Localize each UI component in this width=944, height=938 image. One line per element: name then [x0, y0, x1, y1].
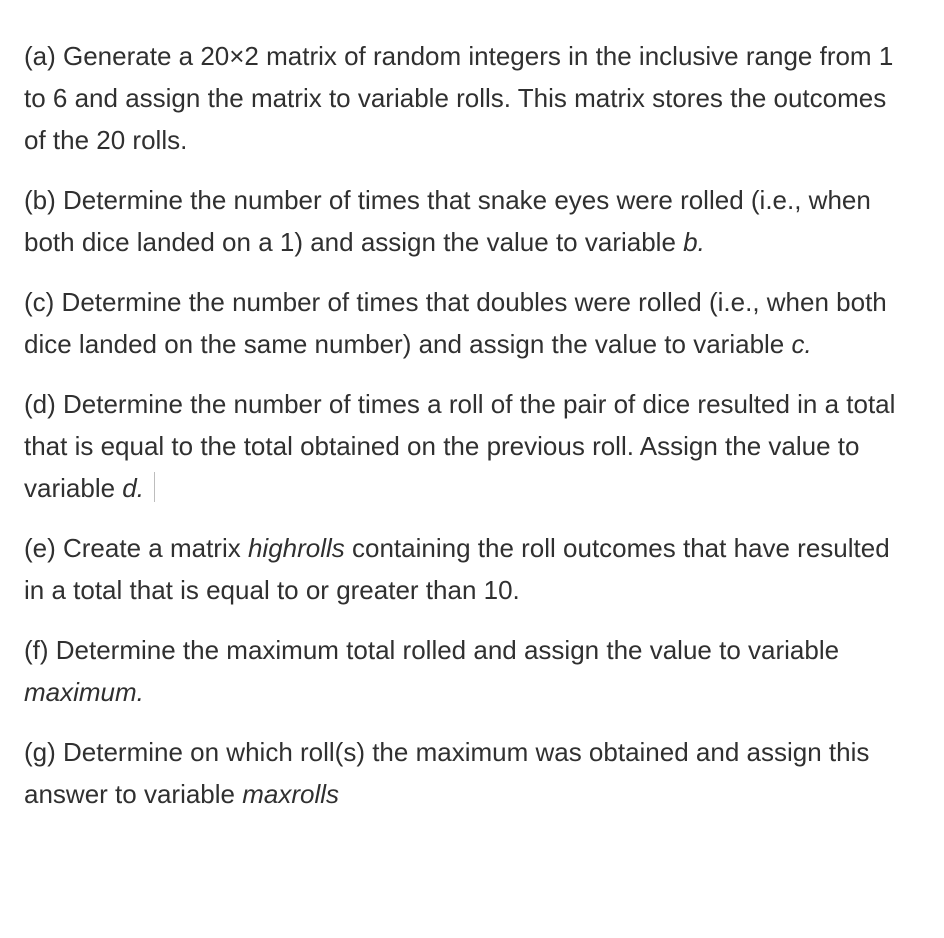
question-d [24, 383, 904, 509]
question-f-text: (f) Determine the maximum total rolled and assign the value to variable [24, 635, 840, 665]
question-e [24, 527, 904, 611]
question-f [24, 629, 904, 713]
question-c [24, 281, 904, 365]
question-a-text: (a) Generate a 20×2 matrix of random integers in the inclusive range from 1 to 6 and assign the matrix to variable rolls. This matrix stores the outcomes of the 20 rolls. [24, 41, 894, 155]
question-f-variable: maximum. [24, 677, 144, 707]
question-e-text-after: containing the roll outcomes that have resulted in a total that is equal to or greater than 10. [24, 533, 890, 605]
question-b [24, 179, 904, 263]
question-e-text-before: (e) Create a matrix [24, 533, 248, 563]
question-g-text: (g) Determine on which roll(s) the maximum was obtained and assign this answer to variable [24, 737, 870, 809]
question-d-text: (d) Determine the number of times a roll of the pair of dice resulted in a total that is equal to the total obtained on the previous roll. Assign the value to variable [24, 389, 896, 503]
question-g-variable: maxrolls [242, 779, 340, 809]
question-c-variable: c. [791, 329, 812, 359]
question-b-variable: b. [683, 227, 705, 257]
question-c-text: (c) Determine the number of times that doubles were rolled (i.e., when both dice landed on the same number) and assign the value to variable [24, 287, 887, 359]
question-d-variable: d. [122, 473, 144, 503]
question-b-text: (b) Determine the number of times that snake eyes were rolled (i.e., when both dice landed on a 1) and assign the value to variable [24, 185, 871, 257]
text-cursor [154, 472, 155, 502]
question-e-variable: highrolls [247, 533, 345, 563]
question-a [24, 35, 904, 161]
question-list [24, 35, 904, 833]
question-g [24, 731, 904, 815]
